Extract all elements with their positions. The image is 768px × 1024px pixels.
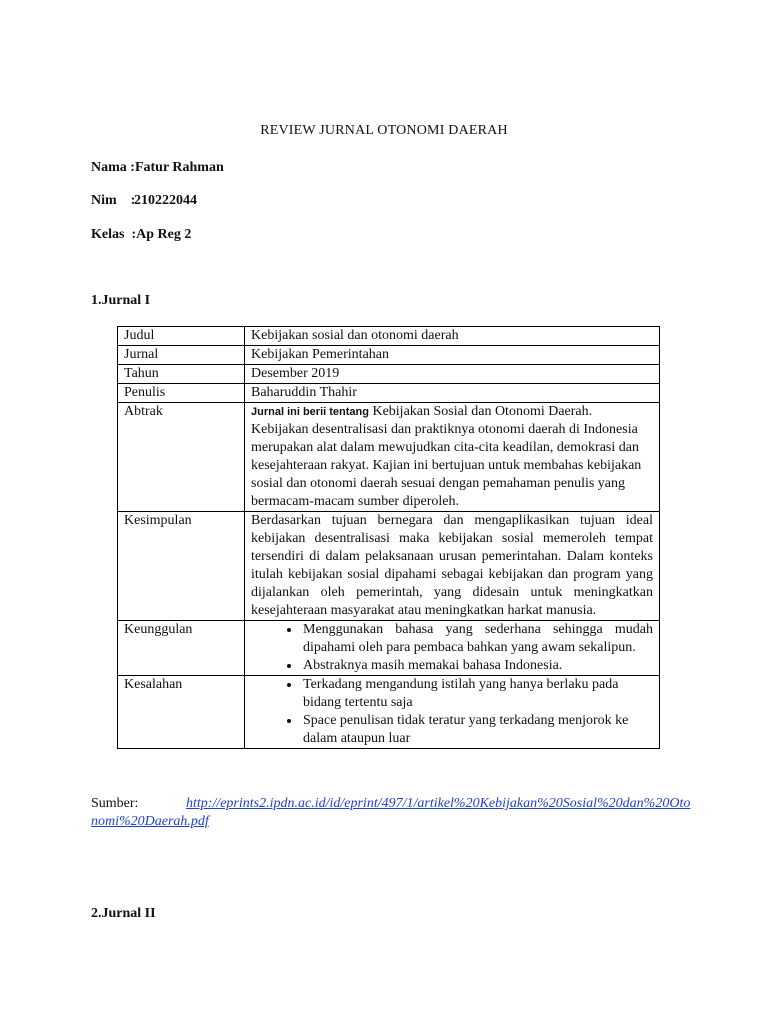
row-label: Judul <box>118 327 245 346</box>
meta-nim <box>91 193 197 209</box>
meta-kelas <box>91 227 191 243</box>
table-row <box>118 403 660 512</box>
row-label: Kesalahan <box>118 676 245 749</box>
meta-nama-value: Fatur Rahman <box>134 160 224 175</box>
meta-nama-label: Nama : <box>91 160 135 175</box>
table-row <box>118 384 660 403</box>
table-row <box>118 621 660 676</box>
abstract-cell <box>245 403 660 512</box>
source-label: Sumber: <box>91 796 139 811</box>
table-row <box>118 676 660 749</box>
row-value: Kebijakan sosial dan otonomi daerah <box>245 327 660 346</box>
list-item: • Menggunakan bahasa yang sederhana sehingga mudah dipahami oleh para pembaca bahkan yang awam sekalipun. <box>301 621 653 657</box>
row-value: Desember 2019 <box>245 365 660 384</box>
advantages-list <box>251 621 653 675</box>
advantages-cell <box>245 621 660 676</box>
meta-kelas-value: Ap Reg 2 <box>136 227 192 242</box>
weaknesses-list <box>251 676 653 748</box>
list-item: • Space penulisan tidak teratur yang terkadang menjorok ke dalam ataupun luar <box>301 712 653 748</box>
row-label: Keunggulan <box>118 621 245 676</box>
row-label: Penulis <box>118 384 245 403</box>
table-row <box>118 365 660 384</box>
abstract-text: Kebijakan Sosial dan Otonomi Daerah. Kebijakan desentralisasi dan praktiknya otonomi daerah di Indonesia merupakan alat dalam mewujudkan cita-cita keadilan, demokrasi dan kesejahteraan rakyat. Kajian ini bertujuan untuk membahas kebijakan sosial dan otonomi daerah sesuai dengan pemahaman penulis yang bermacam-macam sumber diperoleh. <box>251 404 642 509</box>
table-row <box>118 512 660 621</box>
meta-nama <box>91 160 224 176</box>
review-table <box>117 326 660 749</box>
list-item: • Abstraknya masih memakai bahasa Indonesia. <box>301 657 653 675</box>
section-heading-jurnal-2: 2.Jurnal II <box>91 906 156 921</box>
meta-nim-label: Nim : <box>91 193 136 208</box>
document-title: REVIEW JURNAL OTONOMI DAERAH <box>260 123 508 138</box>
source-line <box>91 795 691 831</box>
row-label: Tahun <box>118 365 245 384</box>
row-label: Kesimpulan <box>118 512 245 621</box>
row-label: Abtrak <box>118 403 245 512</box>
table-row <box>118 327 660 346</box>
weaknesses-cell <box>245 676 660 749</box>
source-link[interactable]: http://eprints2.ipdn.ac.id/id/eprint/497/1/artikel%20Kebijakan%20Sosial%20dan%20Otonomi%20Daerah.pdf <box>91 796 691 829</box>
table-row <box>118 346 660 365</box>
section-heading-jurnal-1: 1.Jurnal I <box>91 293 151 308</box>
list-item: • Terkadang mengandung istilah yang hanya berlaku pada bidang tertentu saja <box>301 676 653 712</box>
abstract-lead: Jurnal ini berii tentang <box>251 406 369 418</box>
meta-nim-value: 210222044 <box>134 193 197 208</box>
row-value: Kebijakan Pemerintahan <box>245 346 660 365</box>
row-value: Baharuddin Thahir <box>245 384 660 403</box>
conclusion-text: Berdasarkan tujuan bernegara dan mengaplikasikan tujuan ideal kebijakan desentralisasi maka kebijakan sosial memeroleh tempat tersendiri di dalam pelaksanaan urusan pemerintahan. Dalam konteks itulah kebijakan sosial dipahami sebagai kebijakan dan program yang dijalankan oleh pemerintah, yang didesain untuk meningkatkan kesejahteraan masyarakat atau meningkatkan harkat manusia. <box>245 512 660 621</box>
row-label: Jurnal <box>118 346 245 365</box>
meta-kelas-label: Kelas : <box>91 227 137 242</box>
